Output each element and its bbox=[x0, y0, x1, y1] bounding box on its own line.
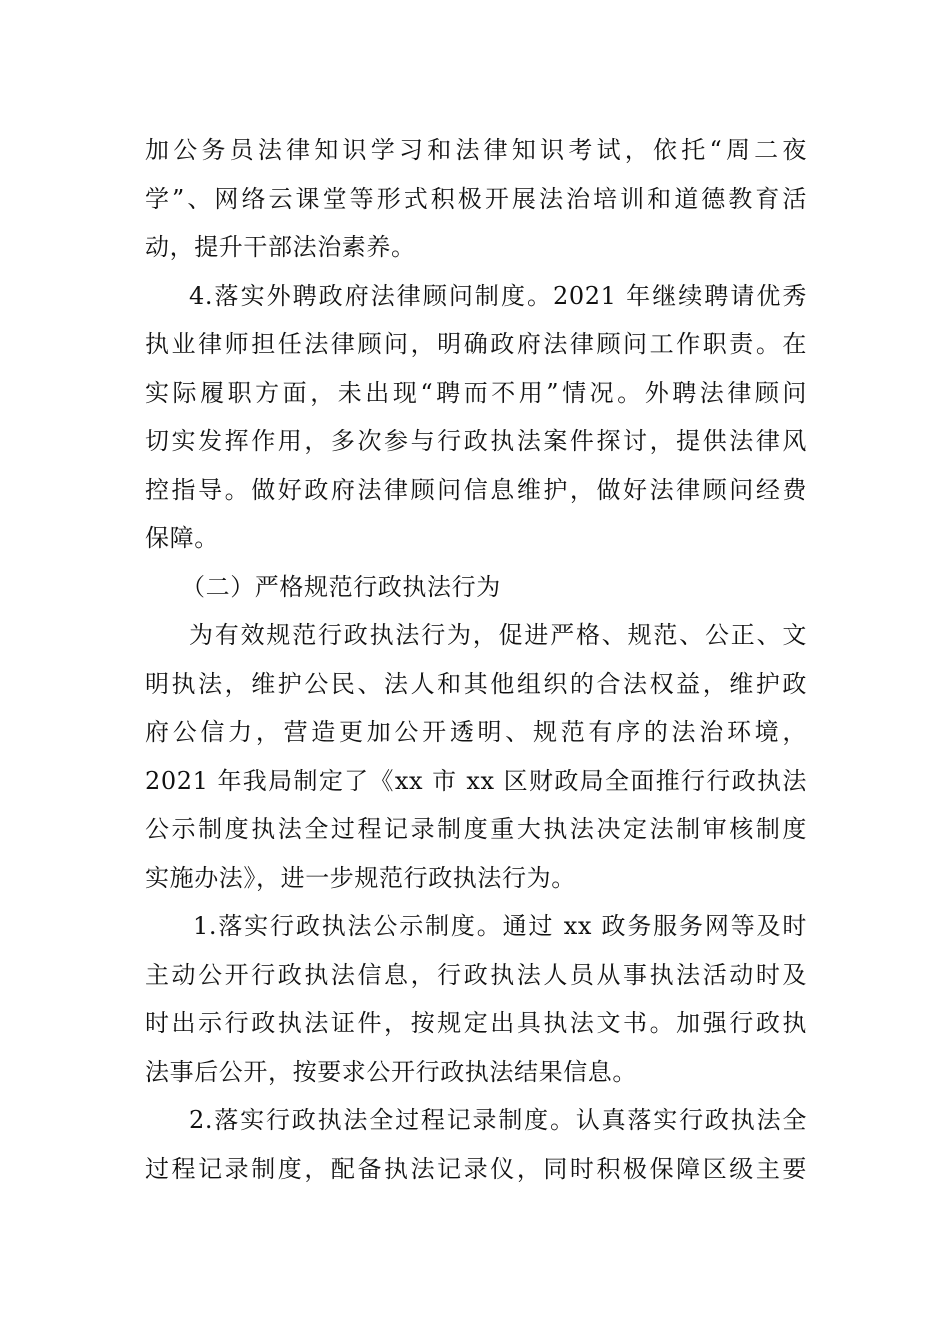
text-line: 法事后公开，按要求公开行政执法结果信息。 bbox=[145, 1057, 637, 1086]
text-line: 实施办法》，进一步规范行政执法行为。 bbox=[145, 863, 576, 892]
text-line: 主动公开行政执法信息，行政执法人员从事执法活动时及 bbox=[145, 960, 807, 989]
text-line: 切实发挥作用，多次参与行政执法案件探讨，提供法律风 bbox=[145, 427, 807, 455]
document-body bbox=[145, 126, 807, 1193]
text-line: （二）严格规范行政执法行为 bbox=[181, 572, 501, 601]
text-line: 保障。 bbox=[145, 524, 219, 552]
text-line: 为有效规范行政执法行为，促进严格、规范、公正、文 bbox=[189, 621, 807, 649]
text-line: 府公信力，营造更加公开透明、规范有序的法治环境， bbox=[145, 718, 807, 746]
text-line: 过程记录制度，配备执法记录仪，同时积极保障区级主要 bbox=[145, 1154, 807, 1183]
text-line: 控指导。做好政府法律顾问信息维护，做好法律顾问经费 bbox=[145, 475, 807, 504]
text-line: 实际履职方面，未出现“聘而不用”情况。外聘法律顾问 bbox=[145, 378, 807, 407]
text-line: 加公务员法律知识学习和法律知识考试，依托“周二夜 bbox=[145, 136, 807, 164]
text-line: 明执法，维护公民、法人和其他组织的合法权益，维护政 bbox=[145, 669, 807, 698]
text-line: 学”、网络云课堂等形式积极开展法治培训和道德教育活 bbox=[145, 184, 807, 213]
text-line: 4.落实外聘政府法律顾问制度。2021 年继续聘请优秀 bbox=[189, 281, 807, 310]
text-line: 2021 年我局制定了《xx 市 xx 区财政局全面推行行政执法 bbox=[145, 766, 807, 795]
text-line: 执业律师担任法律顾问，明确政府法律顾问工作职责。在 bbox=[145, 330, 807, 358]
text-line: 2.落实行政执法全过程记录制度。认真落实行政执法全 bbox=[189, 1106, 807, 1134]
text-line: 1.落实行政执法公示制度。通过 xx 政务服务网等及时 bbox=[193, 912, 807, 940]
text-line: 动，提升干部法治素养。 bbox=[145, 233, 416, 261]
text-line: 时出示行政执法证件，按规定出具执法文书。加强行政执 bbox=[145, 1009, 807, 1037]
text-line: 公示制度执法全过程记录制度重大执法决定法制审核制度 bbox=[145, 815, 807, 843]
